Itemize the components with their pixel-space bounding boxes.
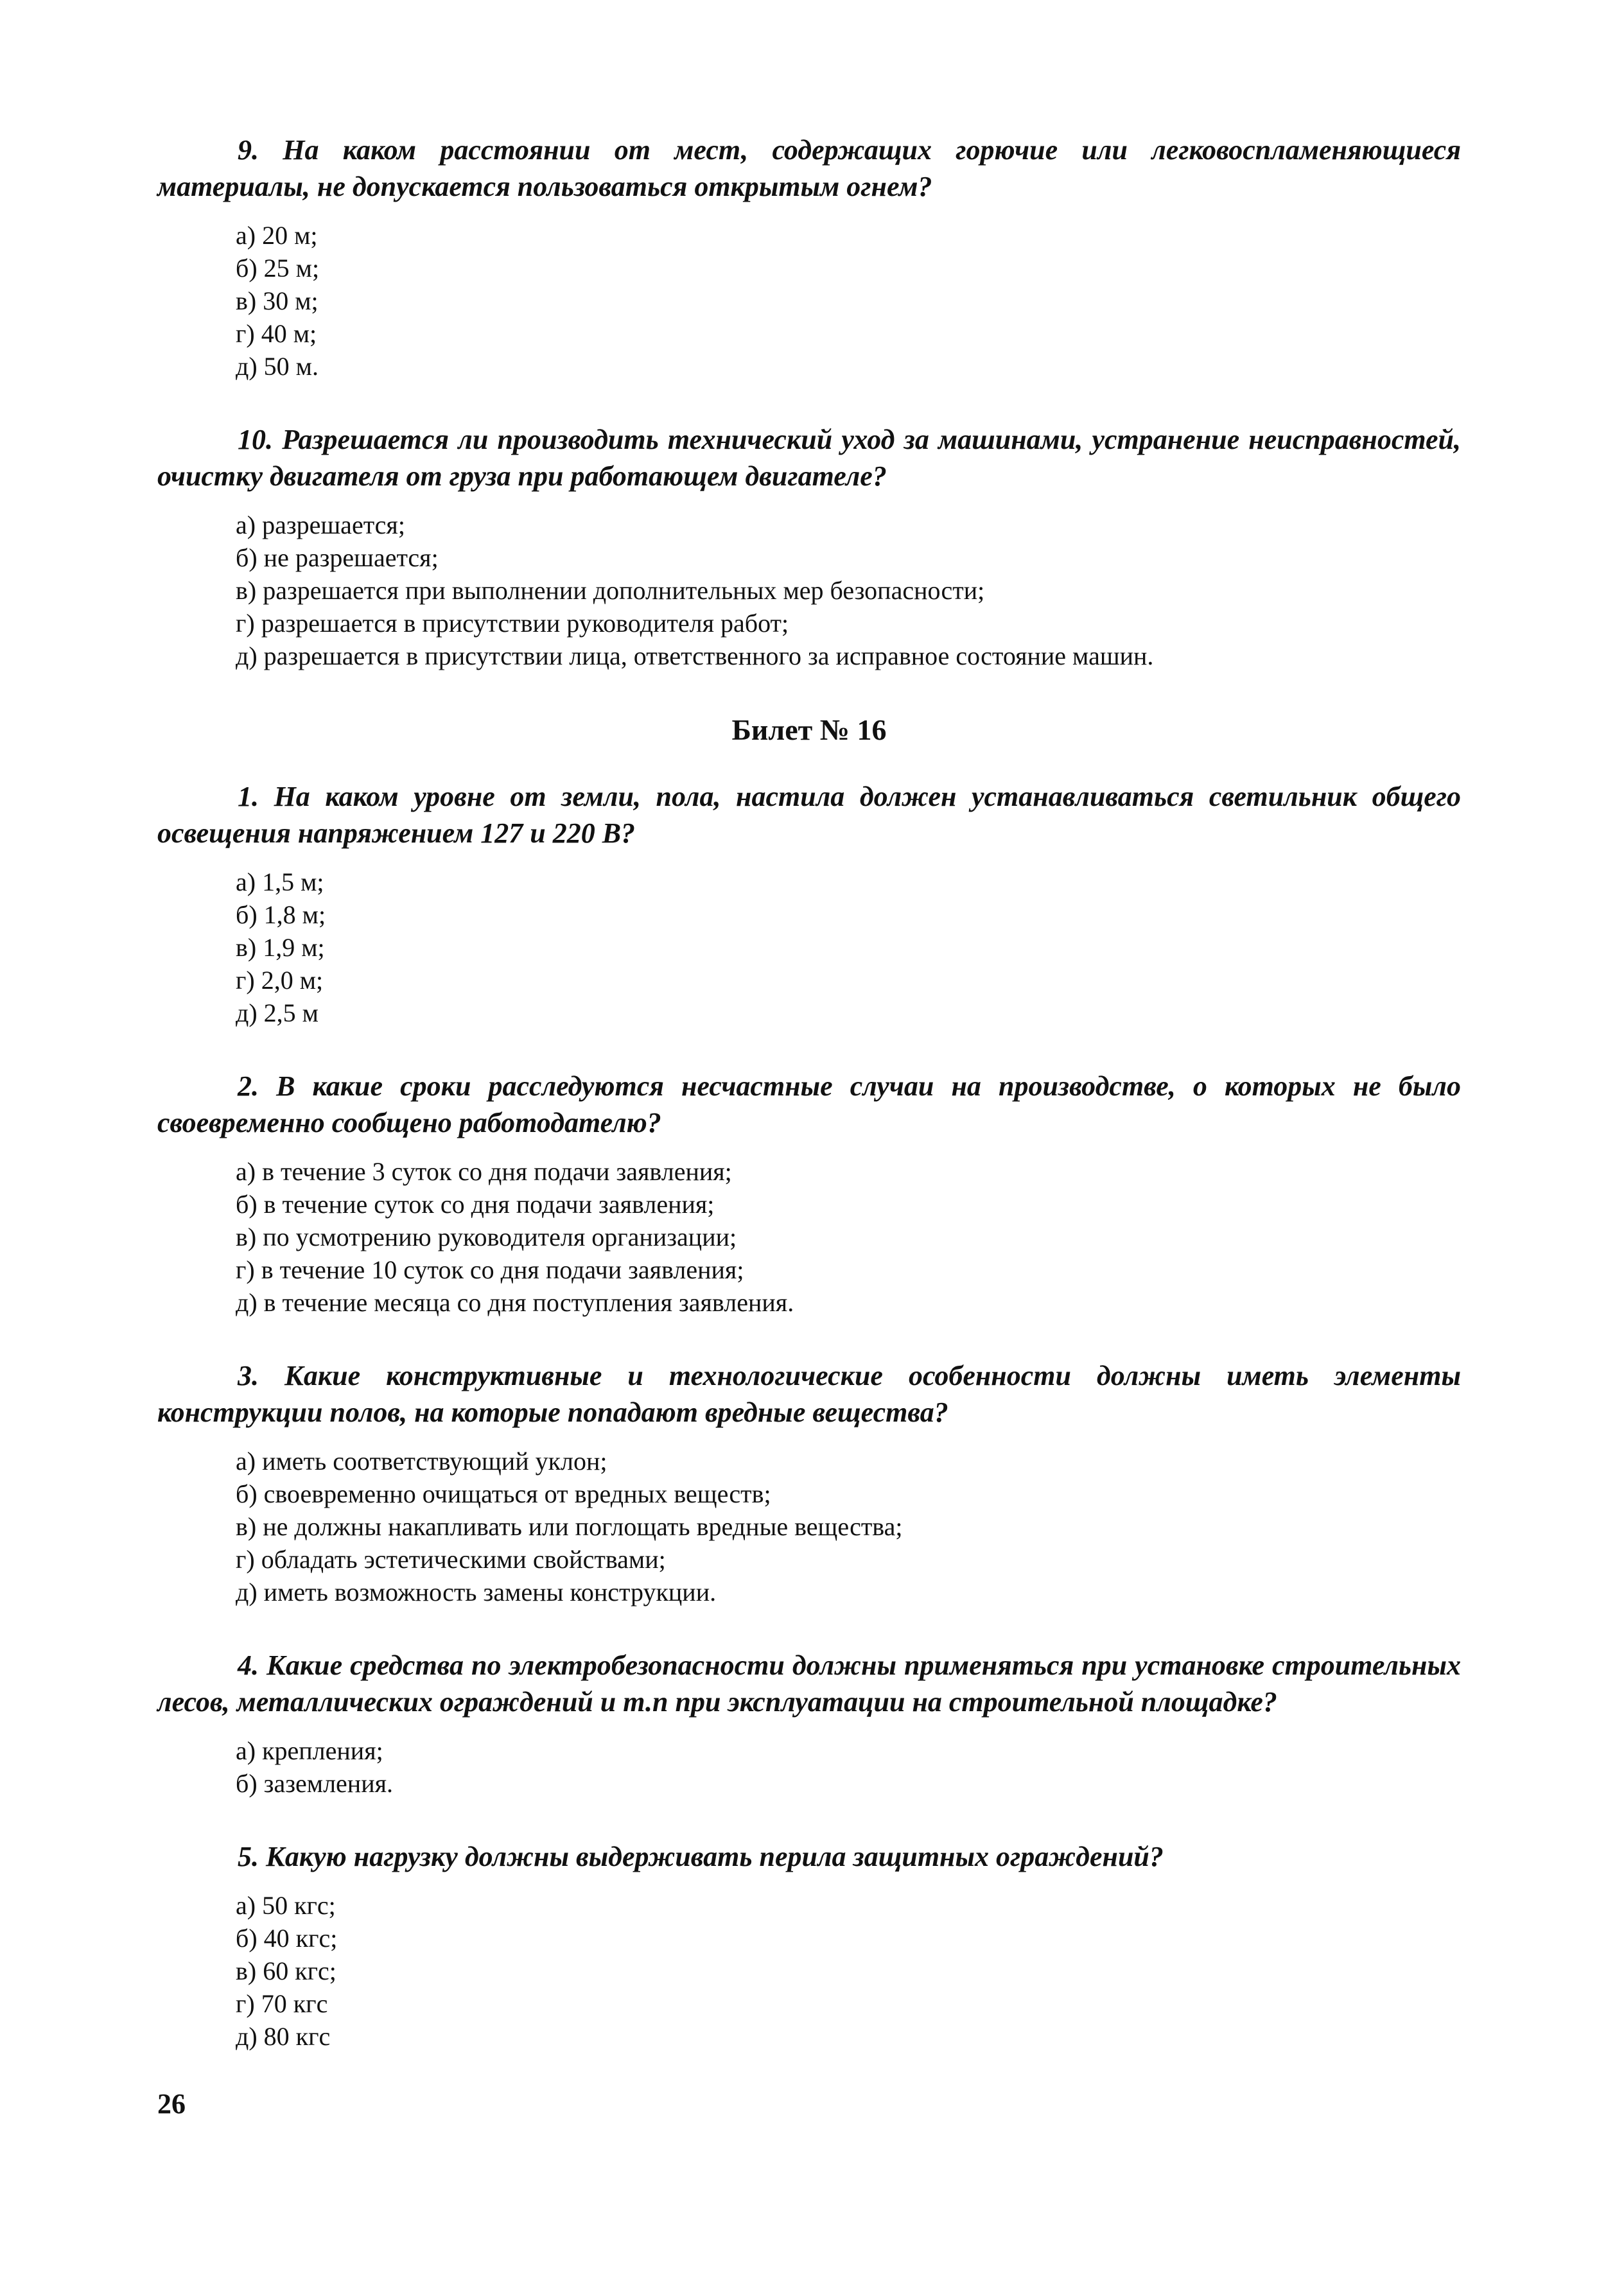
page-number: 26 xyxy=(157,2088,186,2120)
answer-option: а) разрешается; xyxy=(236,510,405,539)
answer-option: д) 80 кгс xyxy=(236,2022,331,2051)
answer-option: а) 1,5 м; xyxy=(236,867,324,896)
answer-option: г) разрешается в присутствии руководителя работ; xyxy=(236,609,789,638)
answer-option: а) 20 м; xyxy=(236,221,318,250)
question-text: 1. На каком уровне от земли, пола, настила должен устанавливаться светильник общего освещения напряжением 127 и 220 В? xyxy=(157,781,1461,849)
answer-list xyxy=(157,1155,1461,1319)
answer-option: г) в течение 10 суток со дня подачи заявления; xyxy=(236,1255,744,1284)
answer-option: г) обладать эстетическими свойствами; xyxy=(236,1545,666,1574)
answer-option: д) 50 м. xyxy=(236,352,319,381)
answer-option: б) не разрешается; xyxy=(236,543,439,572)
question-text: 10. Разрешается ли производить технический уход за машинами, устранение неисправностей, очистку двигателя от груза при работающем двигателе? xyxy=(157,424,1461,492)
question-text: 9. На каком расстоянии от мест, содержащих горючие или легковоспламеняющиеся материалы, не допускается пользоваться открытым огнем? xyxy=(157,134,1461,202)
question-block xyxy=(157,421,1461,672)
question-text: 2. В какие сроки расследуются несчастные случаи на производстве, о которых не было своевременно сообщено работодателю? xyxy=(157,1070,1461,1138)
answer-list xyxy=(157,1889,1461,2053)
question-block xyxy=(157,1068,1461,1319)
answer-option: б) 25 м; xyxy=(236,254,320,283)
answer-option: г) 70 кгс xyxy=(236,1989,328,2018)
ticket-heading: Билет № 16 xyxy=(731,713,887,746)
answer-option: в) по усмотрению руководителя организации; xyxy=(236,1223,737,1251)
answer-option: в) 60 кгс; xyxy=(236,1956,336,1985)
question-block xyxy=(157,778,1461,1029)
answer-option: б) своевременно очищаться от вредных веществ; xyxy=(236,1479,771,1508)
answer-option: в) разрешается при выполнении дополнительных мер безопасности; xyxy=(236,576,985,605)
answer-option: а) 50 кгс; xyxy=(236,1891,336,1920)
page-content xyxy=(157,132,1461,2091)
answer-option: г) 2,0 м; xyxy=(236,966,324,995)
answer-list xyxy=(157,866,1461,1029)
answer-option: а) крепления; xyxy=(236,1736,383,1765)
question-block xyxy=(157,132,1461,383)
answer-option: б) заземления. xyxy=(236,1769,394,1798)
answer-option: б) в течение суток со дня подачи заявления; xyxy=(236,1190,715,1219)
answer-option: в) 30 м; xyxy=(236,286,319,315)
question-text: 4. Какие средства по электробезопасности должны применяться при установке строительных лесов, металлических ограждений и т.п при эксплуатации на строительной площадке? xyxy=(157,1650,1461,1718)
answer-option: а) в течение 3 суток со дня подачи заявления; xyxy=(236,1157,732,1186)
answer-option: г) 40 м; xyxy=(236,319,317,348)
question-text: 3. Какие конструктивные и технологические особенности должны иметь элементы конструкции полов, на которые попадают вредные вещества? xyxy=(157,1360,1461,1428)
answer-option: д) в течение месяца со дня поступления заявления. xyxy=(236,1288,794,1317)
answer-list xyxy=(157,219,1461,383)
answer-list xyxy=(157,1445,1461,1608)
question-block xyxy=(157,1647,1461,1800)
question-block xyxy=(157,1357,1461,1608)
answer-option: д) 2,5 м xyxy=(236,998,319,1027)
answer-option: д) иметь возможность замены конструкции. xyxy=(236,1578,717,1607)
answer-option: в) 1,9 м; xyxy=(236,933,325,962)
question-text: 5. Какую нагрузку должны выдерживать перила защитных ограждений? xyxy=(238,1841,1164,1872)
answer-option: в) не должны накапливать или поглощать вредные вещества; xyxy=(236,1512,903,1541)
answer-option: б) 40 кгс; xyxy=(236,1924,338,1953)
question-block xyxy=(157,1838,1461,2053)
answer-list xyxy=(157,509,1461,672)
answer-list xyxy=(157,1734,1461,1800)
answer-option: д) разрешается в присутствии лица, ответственного за исправное состояние машин. xyxy=(236,641,1154,670)
answer-option: а) иметь соответствующий уклон; xyxy=(236,1447,607,1476)
answer-option: б) 1,8 м; xyxy=(236,900,326,929)
